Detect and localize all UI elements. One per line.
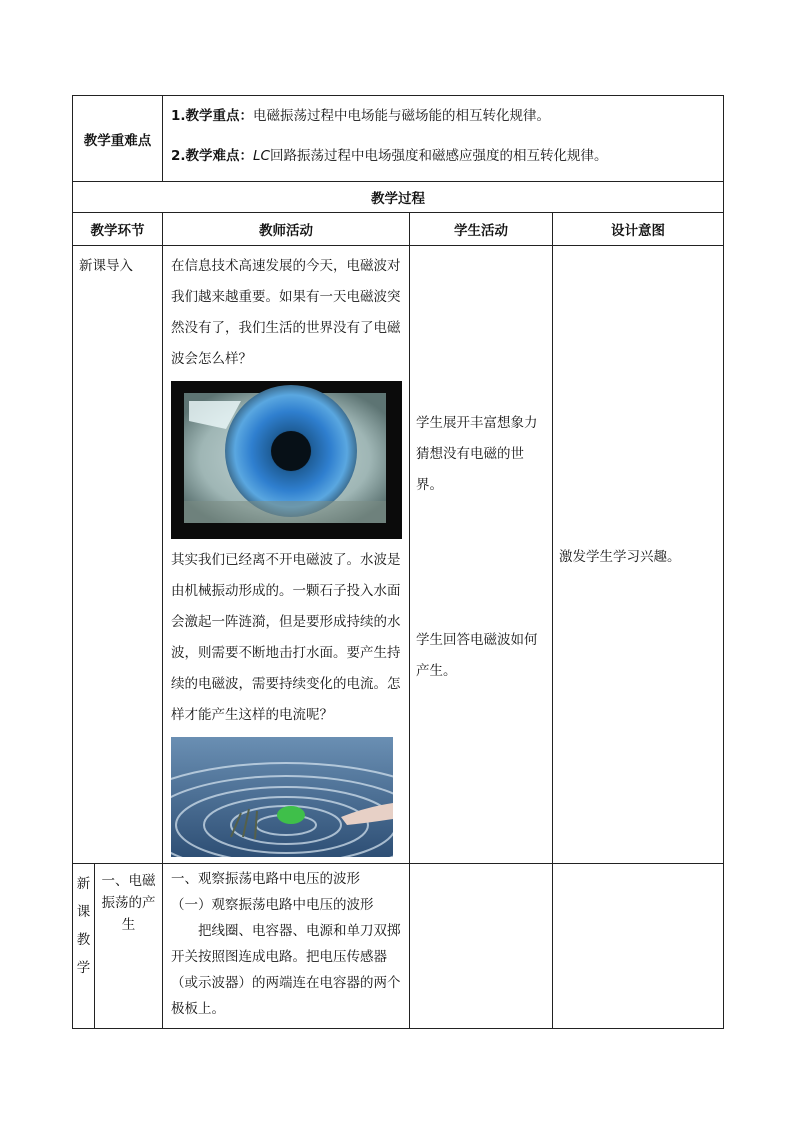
intro-teacher-paragraph-1: 在信息技术高速发展的今天，电磁波对我们越来越重要。如果有一天电磁波突然没有了，我们生活的世界没有了电磁波会怎么样？ (171, 258, 401, 367)
new-lesson-heading-2: （一）观察振荡电路中电压的波形 (171, 897, 374, 913)
new-lesson-student-cell (410, 864, 553, 1029)
intro-intent-cell (553, 246, 724, 864)
new-lesson-stage-cell (73, 864, 95, 1029)
intro-student-cell (410, 246, 553, 864)
key-difficulties-content (163, 96, 724, 182)
column-header-row (73, 213, 724, 246)
new-lesson-intent-cell (553, 864, 724, 1029)
new-lesson-char-4: 学 (76, 960, 91, 976)
intro-stage-cell (73, 246, 163, 864)
intro-stage-label: 新课导入 (79, 258, 133, 274)
intro-teacher-cell (163, 246, 410, 864)
eye-closeup-image (171, 381, 402, 539)
teaching-focus-label: 1.教学重点： (171, 108, 254, 124)
teaching-focus-text: 电磁振荡过程中电场能与磁场能的相互转化规律。 (253, 108, 551, 124)
new-lesson-char-3: 教 (76, 932, 91, 948)
lesson-plan-table (72, 95, 724, 1029)
new-lesson-body: 把线圈、电容器、电源和单刀双掷开关按照图连成电路。把电压传感器（或示波器）的两端连在电容器的两个极板上。 (171, 923, 401, 1017)
teaching-difficulty-text: 回路振荡过程中电场强度和磁感应强度的相互转化规律。 (269, 148, 608, 164)
column-header-intent: 设计意图 (553, 213, 724, 246)
sub-stage-cell (95, 864, 163, 1029)
sub-stage-label: 一、电磁振荡的产生 (101, 873, 156, 933)
new-lesson-heading-1: 一、观察振荡电路中电压的波形 (171, 871, 360, 887)
key-difficulties-row (73, 96, 724, 182)
column-header-student: 学生活动 (410, 213, 553, 246)
water-ripple-image (171, 737, 393, 857)
new-lesson-row (73, 864, 724, 1029)
new-lesson-teacher-cell (163, 864, 410, 1029)
teaching-difficulty (171, 146, 715, 166)
intro-intent-text: 激发学生学习兴趣。 (559, 548, 681, 565)
intro-student-text-2: 学生回答电磁波如何产生。 (416, 632, 538, 679)
column-header-stage: 教学环节 (73, 213, 163, 246)
intro-teacher-paragraph-2: 其实我们已经离不开电磁波了。水波是由机械振动形成的。一颗石子投入水面会激起一阵涟漪，但是要形成持续的水波，则需要不断地击打水面。要产生持续的电磁波，需要持续变化的电流。怎样才能产生这样的电流呢？ (171, 552, 401, 723)
key-difficulties-header: 教学重难点 (73, 96, 163, 182)
process-title: 教学过程 (73, 182, 724, 213)
new-lesson-char-1: 新 (76, 876, 91, 892)
new-lesson-char-2: 课 (76, 904, 91, 920)
column-header-teacher: 教师活动 (163, 213, 410, 246)
lc-symbol: LC (253, 148, 270, 164)
teaching-focus (171, 106, 715, 126)
teaching-difficulty-label: 2.教学难点： (171, 148, 254, 164)
intro-student-text-1: 学生展开丰富想象力猜想没有电磁的世界。 (416, 415, 538, 493)
intro-row (73, 246, 724, 864)
process-title-row (73, 182, 724, 213)
